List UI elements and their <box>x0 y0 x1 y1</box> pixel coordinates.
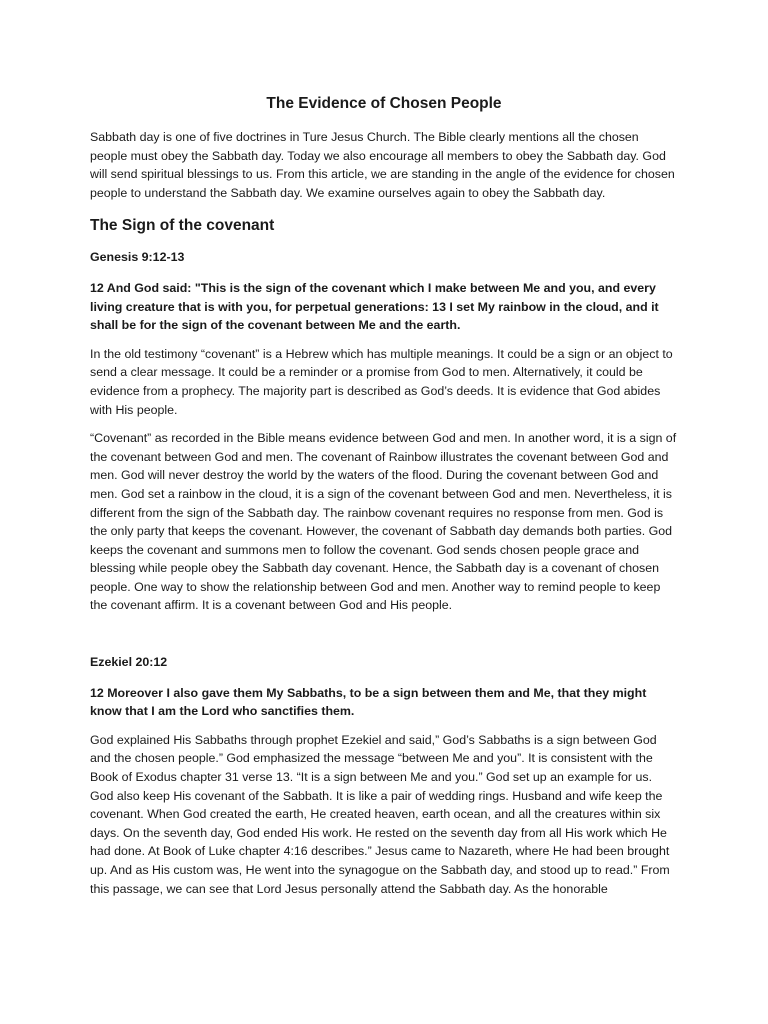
document-title: The Evidence of Chosen People <box>266 95 502 112</box>
scripture-reference-genesis: Genesis 9:12-13 <box>90 250 185 265</box>
scripture-verse-ezekiel: 12 Moreover I also gave them My Sabbaths, to be a sign between them and Me, that they might know that I am the Lord who sanctifies them. <box>90 685 647 719</box>
paragraph-spacer <box>90 625 678 653</box>
section-heading: The Sign of the covenant <box>90 217 275 235</box>
scripture-verse-genesis: 12 And God said: "This is the sign of the covenant which I make between Me and you, and every living creature that is with you, for perpetual generations: 13 I set My rainbow in the cloud, and it shall be for the sign of the covenant between Me and the earth. <box>90 280 659 333</box>
body-paragraph-2: “Covenant” as recorded in the Bible means evidence between God and men. In another word, it is a sign of the covenant between God and men. The covenant of Rainbow illustrates the covenant between God and men. God will never destroy the world by the waters of the flood. During the covenant between God and men. God set a rainbow in the cloud, it is a sign of the covenant between God and men. Nevertheless, it is different from the sign of the Sabbath day. The rainbow covenant requires no response from men. God is the only party that keeps the covenant. However, the covenant of Sabbath day demands both parties. God keeps the covenant and summons men to follow the covenant. God sends chosen people grace and blessing while people obey the Sabbath day covenant. Hence, the Sabbath day is a covenant of chosen people. One way to show the relationship between God and men. Another way to remind people to keep the covenant affirm. It is a covenant between God and His people. <box>90 431 677 613</box>
intro-paragraph: Sabbath day is one of five doctrines in Ture Jesus Church. The Bible clearly mentions all the chosen people must obey the Sabbath day. Today we also encourage all members to obey the Sabbath day. God will send spiritual blessings to us. From this article, we are standing in the angle of the evidence for chosen people to understand the Sabbath day. We examine ourselves again to obey the Sabbath day. <box>90 130 675 200</box>
body-paragraph-1: In the old testimony “covenant” is a Hebrew which has multiple meanings. It could be a sign or an object to send a clear message. It could be a reminder or a promise from God to men. Alternatively, it could be evidence from a prophecy. The majority part is described as God’s deeds. It is evidence that God abides with His people. <box>90 346 673 417</box>
scripture-reference-ezekiel: Ezekiel 20:12 <box>90 655 168 670</box>
body-paragraph-3: God explained His Sabbaths through prophet Ezekiel and said,” God’s Sabbaths is a sign between God and the chosen people.” God emphasized the message “between Me and you”. It is consistent with the Book of Exodus chapter 31 verse 13. “It is a sign between Me and you.” God set up an example for us. God also keep His covenant of the Sabbath. It is like a pair of wedding rings. Husband and wife keep the covenant. When God created the earth, He created heaven, earth ocean, and all the creatures within six days. On the seventh day, God ended His work. He rested on the seventh day from all His work which He had done. At Book of Luke chapter 4:16 describes.” Jesus came to Nazareth, where He had been brought up. And as His custom was, He went into the synagogue on the Sabbath day, and stood up to read.” From this passage, we can see that Lord Jesus personally attend the Sabbath day. As the honorable <box>90 732 670 896</box>
